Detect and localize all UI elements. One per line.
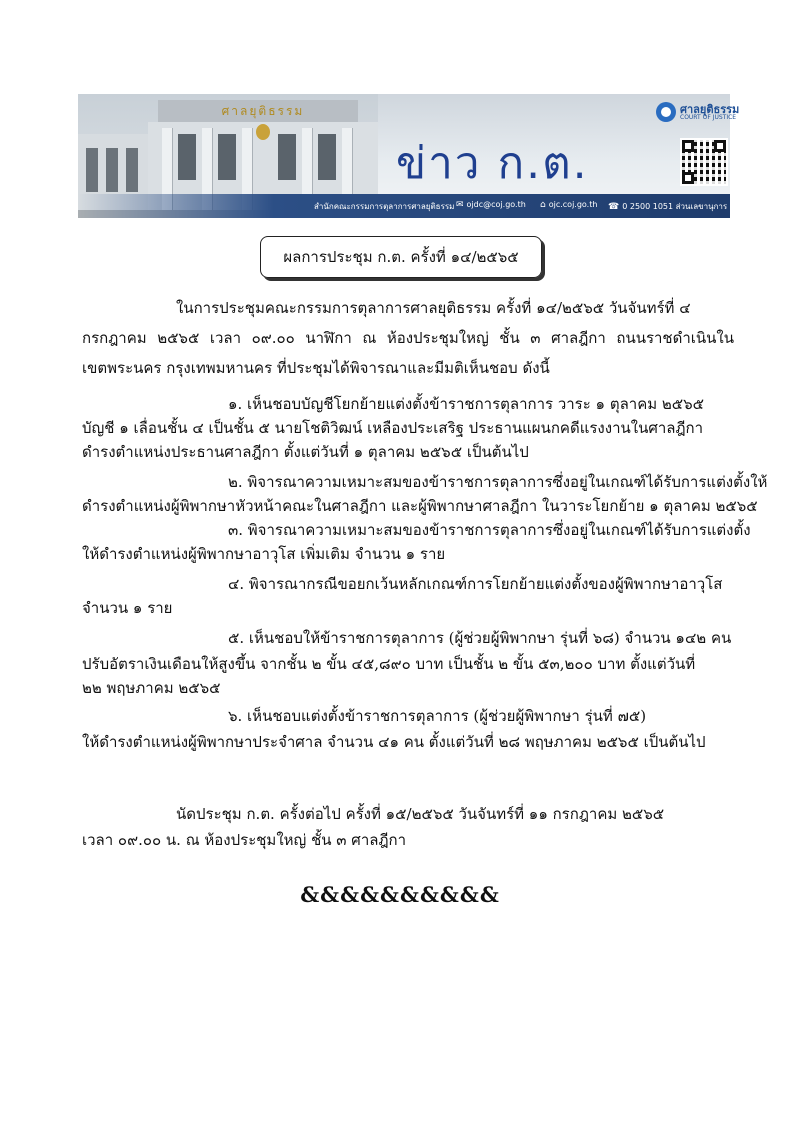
paragraph-line: เขตพระนคร กรุงเทพมหานคร ที่ประชุมได้พิจารณาและมีมติเห็นชอบ ดังนี้ — [82, 359, 550, 377]
home-icon: ⌂ — [540, 200, 546, 210]
item-6-line: ให้ดำรงตำแหน่งผู้พิพากษาประจำศาล จำนวน ๔๑ คน ตั้งแต่วันที่ ๒๘ พฤษภาคม ๒๕๖๕ เป็นต้นไป — [82, 733, 706, 751]
paragraph-line: กรกฎาคม ๒๕๖๕ เวลา ๐๙.๐๐ นาฬิกา ณ ห้องประชุมใหญ่ ชั้น ๓ ศาลฎีกา ถนนราชดำเนินใน — [82, 329, 734, 347]
contact-phone: ☎ 0 2500 1051 ส่วนเลขานุการ ก.ต. — [608, 202, 745, 212]
item-5-line: ๕. เห็นชอบให้ข้าราชการตุลาการ (ผู้ช่วยผู้พิพากษา รุ่นที่ ๖๘) จำนวน ๑๔๒ คน — [228, 629, 732, 647]
item-1-line: ดำรงตำแหน่งประธานศาลฎีกา ตั้งแต่วันที่ ๑ ตุลาคม ๒๕๖๕ เป็นต้นไป — [82, 443, 529, 461]
item-6-line: ๖. เห็นชอบแต่งตั้งข้าราชการตุลาการ (ผู้ช่วยผู้พิพากษา รุ่นที่ ๗๕) — [228, 707, 647, 725]
item-3-line: ให้ดำรงตำแหน่งผู้พิพากษาอาวุโส เพิ่มเติม จำนวน ๑ ราย — [82, 545, 446, 563]
item-3-line: ๓. พิจารณาความเหมาะสมของข้าราชการตุลาการซึ่งอยู่ในเกณฑ์ได้รับการแต่งตั้ง — [228, 521, 751, 539]
court-logo-name: ศาลยุติธรรม — [680, 103, 740, 116]
court-logo-subtitle: COURT OF JUSTICE — [680, 114, 737, 121]
item-4-line: จำนวน ๑ ราย — [82, 599, 173, 617]
emblem-icon — [256, 124, 270, 140]
paragraph-line: ในการประชุมคณะกรรมการตุลาการศาลยุติธรรม ครั้งที่ ๑๔/๒๕๖๕ วันจันทร์ที่ ๔ — [176, 299, 691, 317]
mail-icon: ✉ — [456, 200, 464, 210]
building-sign: ศาลยุติธรรม — [221, 104, 305, 118]
item-1-line: บัญชี ๑ เลื่อนชั้น ๔ เป็นชั้น ๕ นายโชติวิฒน์ เหลืองประเสริฐ ประธานแผนกคดีแรงงานในศาลฎีกา — [82, 419, 704, 437]
contact-website: ⌂ ojc.coj.go.th — [540, 200, 598, 210]
item-5-line: ปรับอัตราเงินเดือนให้สูงขึ้น จากชั้น ๒ ขั้น ๔๕,๘๙๐ บาท เป็นชั้น ๒ ขั้น ๕๓,๒๐๐ บาท ตั้งแต่วันที่ — [82, 655, 696, 673]
phone-icon: ☎ — [608, 202, 620, 212]
item-1-line: ๑. เห็นชอบบัญชีโยกย้ายแต่งตั้งข้าราชการตุลาการ วาระ ๑ ตุลาคม ๒๕๖๕ — [228, 395, 705, 413]
end-mark: &&&&&&&&&& — [300, 882, 500, 907]
next-meeting-line: เวลา ๐๙.๐๐ น. ณ ห้องประชุมใหญ่ ชั้น ๓ ศาลฎีกา — [82, 831, 407, 849]
next-meeting-line: นัดประชุม ก.ต. ครั้งต่อไป ครั้งที่ ๑๕/๒๕๖๕ วันจันทร์ที่ ๑๑ กรกฎาคม ๒๕๖๕ — [176, 805, 665, 823]
banner-title: ข่าว ก.ต. — [396, 138, 589, 189]
court-logo — [656, 100, 740, 128]
header-banner — [78, 94, 745, 218]
item-5-line: ๒๒ พฤษภาคม ๒๕๖๕ — [82, 679, 221, 697]
court-logo-icon — [656, 102, 676, 122]
item-2-line: ๒. พิจารณาความเหมาะสมของข้าราชการตุลาการซึ่งอยู่ในเกณฑ์ได้รับการแต่งตั้งให้ — [228, 473, 768, 491]
contact-email: ✉ ojdc@coj.go.th — [456, 200, 526, 210]
item-2-line: ดำรงตำแหน่งผู้พิพากษาหัวหน้าคณะในศาลฎีกา และผู้พิพากษาศาลฎีกา ในวาระโยกย้าย ๑ ตุลาคม ๒๕๖๕ — [82, 497, 758, 515]
contact-bar — [78, 194, 745, 218]
document-title: ผลการประชุม ก.ต. ครั้งที่ ๑๔/๒๕๖๕ — [260, 236, 542, 278]
item-4-line: ๔. พิจารณากรณีขอยกเว้นหลักเกณฑ์การโยกย้ายแต่งตั้งของผู้พิพากษาอาวุโส — [228, 575, 723, 593]
contact-office: สำนักคณะกรรมการตุลาการศาลยุติธรรม — [314, 202, 455, 211]
qr-code-icon — [682, 140, 726, 184]
